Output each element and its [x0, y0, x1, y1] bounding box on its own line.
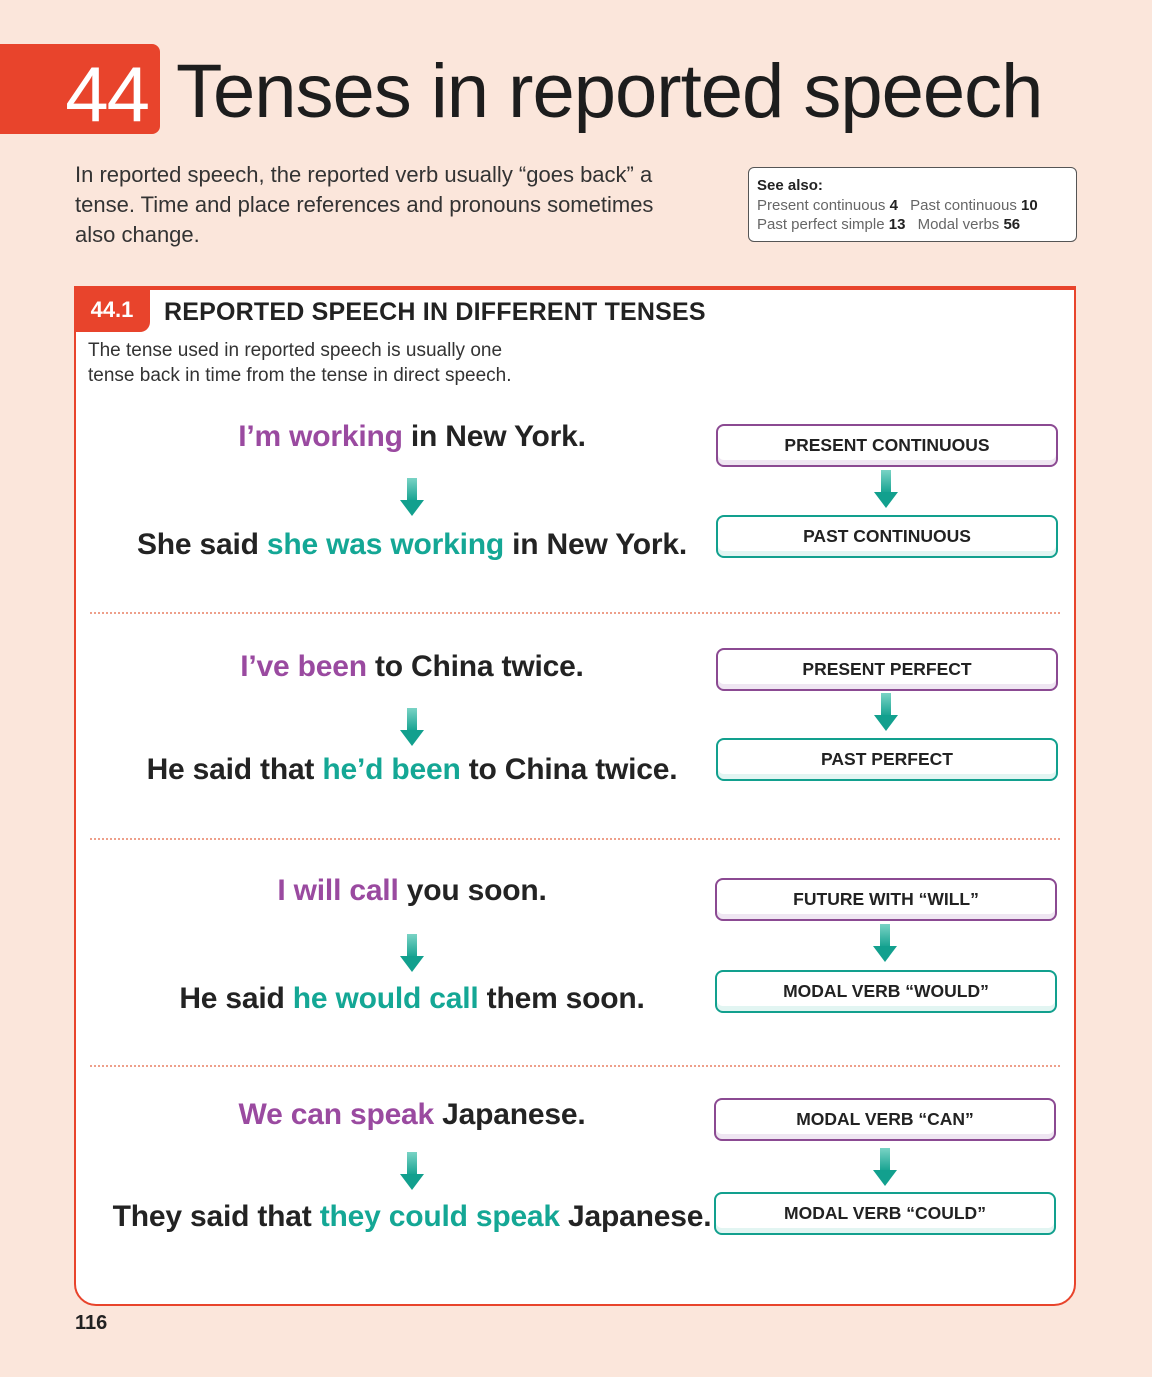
see-also-row	[757, 215, 1068, 235]
arrow-down-icon	[874, 470, 898, 510]
reported-speech-sentence: They said that they could speak Japanese.	[112, 1200, 712, 1233]
divider	[90, 612, 1060, 614]
see-also-box	[748, 167, 1077, 242]
tense-label-direct: PRESENT PERFECT	[716, 648, 1058, 691]
reported-speech-sentence: He said that he’d been to China twice.	[146, 753, 678, 786]
unit-number: 44	[65, 49, 148, 138]
arrow-down-icon	[400, 934, 424, 974]
intro-text: In reported speech, the reported verb usually “goes back” a tense. Time and place references and pronouns sometimes also change.	[75, 162, 654, 247]
see-also-link[interactable]: Past continuous 10	[910, 196, 1038, 214]
reported-speech-sentence: She said she was working in New York.	[136, 528, 687, 561]
see-also-link[interactable]: Present continuous 4	[757, 196, 898, 214]
tense-label-reported: MODAL VERB “WOULD”	[715, 970, 1057, 1013]
tense-label-reported: MODAL VERB “COULD”	[714, 1192, 1056, 1235]
direct-speech-sentence: I’m working in New York.	[238, 420, 586, 453]
tense-label-direct: PRESENT CONTINUOUS	[716, 424, 1058, 467]
divider	[90, 838, 1060, 840]
tense-label-reported: PAST PERFECT	[716, 738, 1058, 781]
section-panel	[74, 286, 1076, 1306]
section-title: REPORTED SPEECH IN DIFFERENT TENSES	[164, 298, 706, 326]
direct-speech-sentence: We can speak Japanese.	[238, 1098, 586, 1131]
page-title: Tenses in reported speech	[176, 49, 1043, 134]
divider	[90, 1065, 1060, 1067]
direct-speech-sentence: I will call you soon.	[277, 874, 547, 907]
tense-label-direct: FUTURE WITH “WILL”	[715, 878, 1057, 921]
arrow-down-icon	[873, 924, 897, 964]
see-also-heading: See also:	[757, 177, 823, 194]
section-description: The tense used in reported speech is usually one tense back in time from the tense in direct speech.	[88, 340, 512, 386]
see-also-row	[757, 196, 1068, 216]
arrow-down-icon	[400, 708, 424, 748]
arrow-down-icon	[873, 1148, 897, 1188]
see-also-link[interactable]: Past perfect simple 13	[757, 216, 906, 233]
arrow-down-icon	[400, 1152, 424, 1192]
arrow-down-icon	[874, 693, 898, 733]
direct-speech-sentence: I’ve been to China twice.	[240, 650, 584, 683]
tense-label-reported: PAST CONTINUOUS	[716, 515, 1058, 558]
reported-speech-sentence: He said he would call them soon.	[179, 982, 645, 1015]
page-number: 116	[75, 1312, 108, 1334]
section-number: 44.1	[74, 288, 150, 332]
arrow-down-icon	[400, 478, 424, 518]
tense-label-direct: MODAL VERB “CAN”	[714, 1098, 1056, 1141]
see-also-link[interactable]: Modal verbs 56	[917, 216, 1021, 233]
